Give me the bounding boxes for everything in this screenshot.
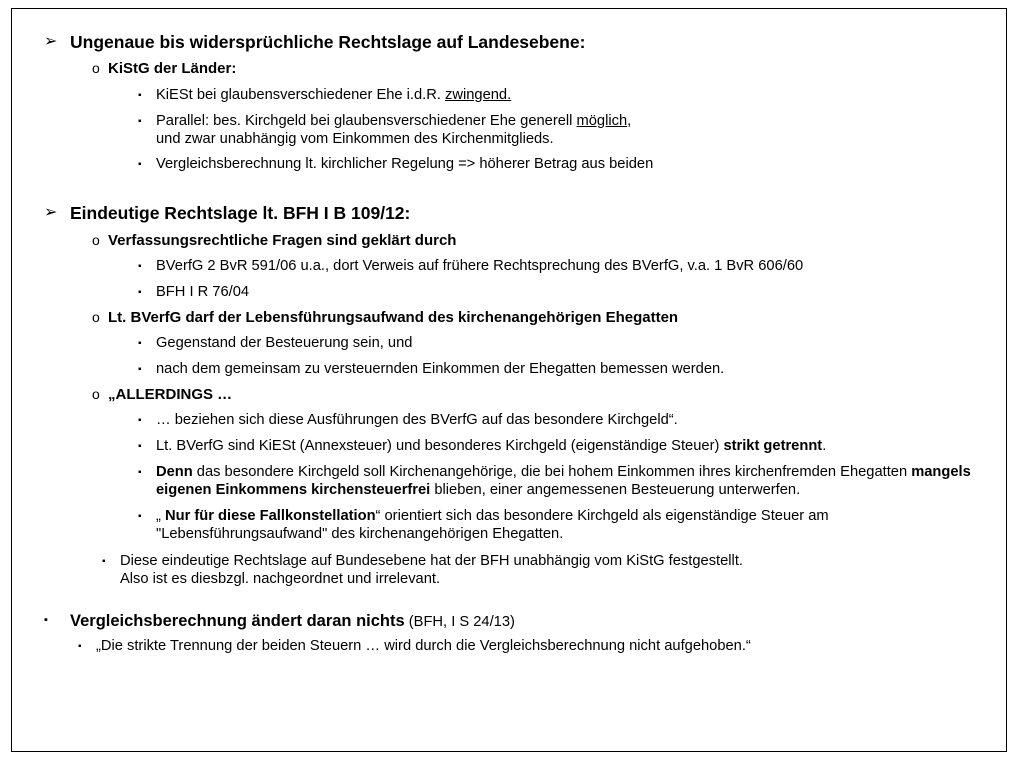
heading-bold-part: Vergleichsberechnung ändert daran nichts bbox=[70, 611, 405, 630]
square-bullet-icon: ▪ bbox=[138, 89, 142, 101]
list-item bbox=[138, 284, 998, 302]
item-post: , bbox=[627, 112, 632, 129]
slide-frame bbox=[11, 8, 1007, 752]
subheading-text: KiStG der Länder: bbox=[108, 60, 237, 78]
item-underlined: zwingend. bbox=[445, 86, 512, 103]
square-bullet-icon: ▪ bbox=[138, 441, 142, 453]
plain-text: „ bbox=[156, 508, 165, 525]
plain-text: Lt. BVerfG sind KiESt (Annexsteuer) und besonderes Kirchgeld (eigenständige Steuer) bbox=[156, 438, 724, 455]
arrow-bullet-icon: ➢ bbox=[44, 204, 58, 222]
square-bullet-icon: ▪ bbox=[78, 640, 82, 652]
list-item bbox=[138, 335, 998, 353]
list-item bbox=[138, 258, 998, 276]
section-bundesebene-heading bbox=[44, 203, 998, 224]
emphasis-text: Denn bbox=[156, 464, 193, 481]
list-item-text bbox=[120, 553, 998, 589]
emphasis-text: mangels eigenen Einkommens kirchensteuerfrei bbox=[156, 464, 971, 499]
plain-text: … beziehen sich diese Ausführungen des BVerfG auf das besondere Kirchgeld“. bbox=[156, 412, 678, 429]
square-bullet-icon: ▪ bbox=[138, 364, 142, 376]
heading-text: Eindeutige Rechtslage lt. BFH I B 109/12: bbox=[70, 203, 411, 224]
section-landesebene-heading bbox=[44, 32, 998, 53]
list-item bbox=[138, 361, 998, 379]
circle-bullet-icon: o bbox=[92, 231, 100, 248]
list-item-quote bbox=[78, 638, 998, 656]
subheading-lebensfuehrungsaufwand bbox=[92, 309, 998, 327]
arrow-bullet-icon: ➢ bbox=[44, 33, 58, 50]
item-pre: Parallel: bes. Kirchgeld bei glaubensverschiedener Ehe generell bbox=[156, 112, 577, 129]
list-item bbox=[138, 508, 998, 544]
list-item bbox=[138, 87, 998, 105]
square-bullet-icon: ▪ bbox=[138, 511, 142, 523]
list-item bbox=[138, 464, 998, 500]
list-item-text: BVerfG 2 BvR 591/06 u.a., dort Verweis auf frühere Rechtsprechung des BVerfG, v.a. 1 BvR 606/60 bbox=[156, 258, 804, 275]
list-item-text bbox=[156, 508, 998, 544]
list-item-text bbox=[156, 438, 998, 456]
quote-text: „Die strikte Trennung der beiden Steuern … wird durch die Vergleichsberechnung nicht aufgehoben.“ bbox=[96, 637, 751, 654]
item-pre: KiESt bei glaubensverschiedener Ehe i.d.R. bbox=[156, 86, 446, 103]
list-item bbox=[138, 438, 998, 456]
item-underlined: möglich bbox=[576, 112, 628, 129]
square-bullet-icon: ▪ bbox=[138, 261, 142, 273]
square-bullet-icon: ▪ bbox=[138, 115, 142, 127]
circle-bullet-icon: o bbox=[92, 308, 100, 325]
list-item-text bbox=[156, 464, 998, 500]
list-item-text bbox=[156, 412, 998, 430]
list-item bbox=[138, 412, 998, 430]
heading-text bbox=[70, 611, 998, 632]
square-bullet-icon: ▪ bbox=[138, 415, 142, 427]
circle-bullet-icon: o bbox=[92, 386, 100, 403]
list-item-text: nach dem gemeinsam zu versteuernden Einkommen der Ehegatten bemessen werden. bbox=[156, 361, 725, 378]
square-bullet-icon: ▪ bbox=[102, 556, 106, 567]
plain-text: “ orientiert sich das besondere Kirchgeld als eigenständige Steuer am "Lebensführungsaufwand" des kirchenangehörigen Ehegatten. bbox=[156, 508, 829, 543]
list-item-text: Vergleichsberechnung lt. kirchlicher Regelung => höherer Betrag aus beiden bbox=[156, 156, 654, 173]
subheading-allerdings bbox=[92, 386, 998, 404]
list-item-text bbox=[156, 113, 998, 149]
subheading-kistg-der-laender bbox=[92, 60, 998, 78]
plain-text: blieben, einer angemessenen Besteuerung unterwerfen. bbox=[430, 482, 801, 499]
square-bullet-icon: ▪ bbox=[138, 159, 142, 171]
list-item-closing-bundesebene bbox=[102, 553, 998, 589]
plain-text: das besondere Kirchgeld soll Kirchenangehörige, die bei hohem Einkommen ihres kirchenfremden Ehegatten bbox=[192, 464, 912, 481]
list-item bbox=[138, 113, 998, 149]
emphasis-text: Nur für diese Fallkonstellation bbox=[164, 508, 376, 525]
list-item-text: Gegenstand der Besteuerung sein, und bbox=[156, 335, 413, 352]
square-bullet-icon: ▪ bbox=[44, 613, 48, 626]
section-spacer bbox=[20, 174, 998, 194]
circle-bullet-icon: o bbox=[92, 60, 100, 77]
closing-line1: Diese eindeutige Rechtslage auf Bundesebene hat der BFH unabhängig vom KiStG festgestellt. bbox=[120, 553, 743, 569]
list-item-text: BFH I R 76/04 bbox=[156, 283, 250, 300]
square-bullet-icon: ▪ bbox=[138, 467, 142, 479]
item-line2: und zwar unabhängig vom Einkommen des Kirchenmitglieds. bbox=[156, 130, 554, 147]
subheading-text: Lt. BVerfG darf der Lebensführungsaufwand des kirchenangehörigen Ehegatten bbox=[108, 308, 679, 326]
subheading-text: „ALLERDINGS … bbox=[108, 386, 233, 404]
section-vergleichsberechnung-heading bbox=[44, 611, 998, 632]
list-item-text bbox=[156, 87, 998, 105]
list-item bbox=[138, 156, 998, 174]
heading-text: Ungenaue bis widersprüchliche Rechtslage auf Landesebene: bbox=[70, 32, 586, 52]
square-bullet-icon: ▪ bbox=[138, 286, 142, 298]
square-bullet-icon: ▪ bbox=[138, 338, 142, 350]
subheading-verfassungsrechtliche-fragen bbox=[92, 232, 998, 250]
plain-text: . bbox=[822, 438, 827, 455]
emphasis-text: strikt getrennt bbox=[723, 438, 823, 455]
subheading-text: Verfassungsrechtliche Fragen sind geklärt durch bbox=[108, 231, 457, 249]
closing-line2: Also ist es diesbzgl. nachgeordnet und irrelevant. bbox=[120, 570, 441, 587]
heading-normal-part: (BFH, I S 24/13) bbox=[404, 613, 515, 630]
slide-content bbox=[12, 9, 1006, 656]
section-spacer bbox=[20, 589, 998, 602]
